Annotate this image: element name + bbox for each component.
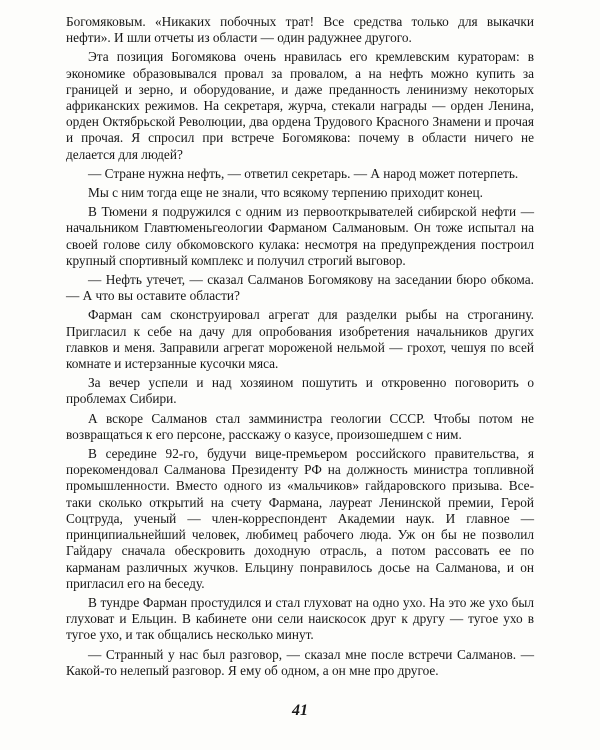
body-text xyxy=(66,14,534,682)
paragraph: — Странный у нас был разговор, — сказал мне после встречи Салманов. — Какой-то нелепый разговор. Я ему об одном, а он мне про другое. xyxy=(66,646,534,678)
paragraph: В середине 92-го, будучи вице-премьером российского правительства, я порекомендовал Салманова Президенту РФ на должность министра топливной промышленности. Вместо одного из «мальчиков» гайдаровского призыва. Все-таки сколько открытий на счету Фармана, лауреат Ленинской премии, Герой Соцтруда, ученый — член-корреспондент Академии наук. И главное — принципиальнейший человек, любимец рабочего люда. Уж он бы не позволил Гайдару сначала обескровить доходную отрасль, а потом рассовать ее по карманам различных жучков. Ельцину понравилось досье на Салманова, и он пригласил его на беседу. xyxy=(66,446,534,591)
paragraph: В Тюмени я подружился с одним из первооткрывателей сибирской нефти — начальником Главтюменьгеологии Фарманом Салмановым. Он тоже испытал на своей голове силу обкомовского кулака: несмотря на предупреждения построил крупный спортивный комплекс и получил строгий выговор. xyxy=(66,204,534,268)
page-number: 41 xyxy=(292,702,308,719)
paragraph: Эта позиция Богомякова очень нравилась его кремлевским кураторам: в экономике образовывался провал за провалом, а на нефть можно купить за границей и зерно, и оборудование, и даже преданность ленинизму некоторых африканских режимов. На секретаря, журча, стекали награды — орден Ленина, орден Октябрьской Революции, два ордена Трудового Красного Знамени и прочая и прочая. Я спросил при встрече Богомякова: почему в области ничего не делается для людей? xyxy=(66,49,534,162)
paragraph: Богомяковым. «Никаких побочных трат! Все средства только для выкачки нефти». И шли отчеты из области — один радужнее другого. xyxy=(66,14,534,46)
paragraph: Мы с ним тогда еще не знали, что всякому терпению приходит конец. xyxy=(88,185,483,201)
paragraph: А вскоре Салманов стал замминистра геологии СССР. Чтобы потом не возвращаться к его персоне, расскажу о казусе, произошедшем с ним. xyxy=(66,410,534,442)
paragraph: За вечер успели и над хозяином пошутить и откровенно поговорить о проблемах Сибири. xyxy=(66,375,534,407)
paragraph: — Стране нужна нефть, — ответил секретарь. — А народ может потерпеть. xyxy=(88,165,519,181)
paragraph: В тундре Фарман простудился и стал глуховат на одно ухо. На это же ухо был глуховат и Ельцин. В кабинете они сели наискосок друг к другу — тугое ухо в тугое ухо, и так общались несколько минут. xyxy=(66,594,534,643)
paragraph: — Нефть утечет, — сказал Салманов Богомякову на заседании бюро обкома. — А что вы оставите области? xyxy=(66,272,534,304)
paragraph: Фарман сам сконструировал агрегат для разделки рыбы на строганину. Пригласил к себе на дачу для опробования изобретения начальников других главков и меня. Заправили агрегат мороженой нельмой — грохот, чешуя по всей комнате и истерзанные кусочки мяса. xyxy=(66,307,534,372)
